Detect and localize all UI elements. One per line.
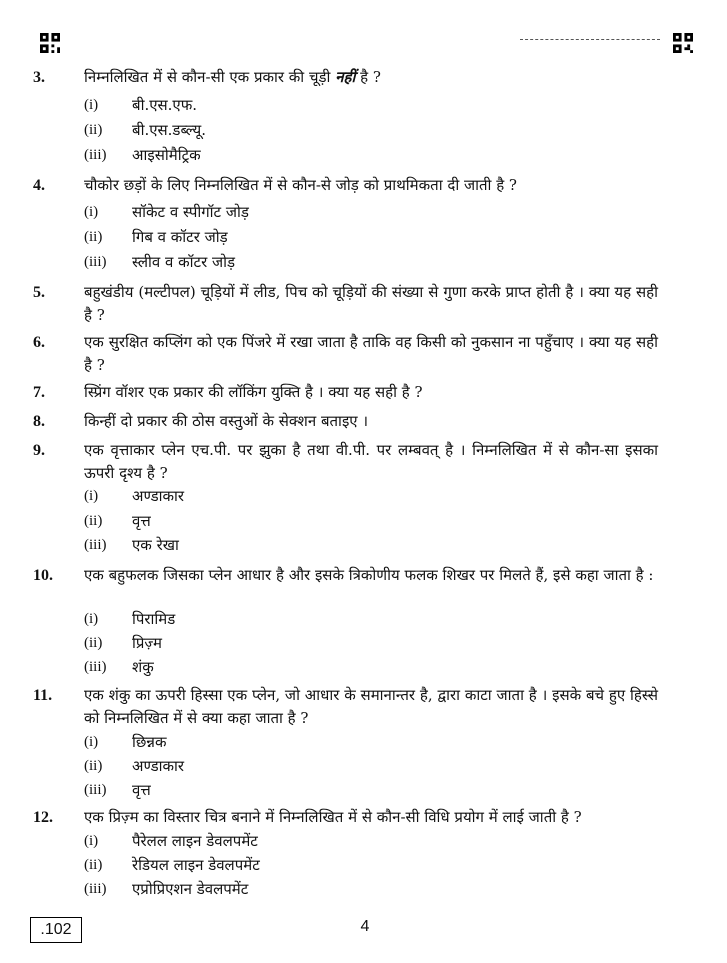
question-number: 5. — [33, 284, 45, 301]
question-number: 3. — [33, 69, 45, 86]
question-number: 12. — [33, 809, 53, 826]
question-text: चौकोर छड़ों के लिए निम्नलिखित में से कौन-से जोड़ को प्राथमिकता दी जाती है ? — [84, 176, 517, 194]
emphasis-text: नहीं — [335, 68, 356, 86]
question-number: 8. — [33, 413, 45, 430]
question-text: एक बहुफलक जिसका प्लेन आधार है और इसके त्रिकोणीय फलक शिखर पर मिलते हैं, इसे कहा जाता है : — [84, 566, 654, 584]
qr-code-icon — [40, 33, 60, 53]
question-text: एक वृत्ताकार प्लेन एच.पी. पर झुका है तथा वी.पी. पर लम्बवत् है । निम्नलिखित में से कौन-सा इसका ऊपरी दृश्य है ? — [84, 441, 658, 482]
question-number: 11. — [33, 687, 53, 704]
question-text: एक सुरक्षित कप्लिंग को एक पिंजरे में रखा जाता है ताकि वह किसी को नुकसान ना पहुँचाए । क्या यह सही है ? — [84, 333, 658, 374]
question-number: 9. — [33, 442, 45, 459]
question-text: एक शंकु का ऊपरी हिस्सा एक प्लेन, जो आधार के समानान्तर है, द्वारा काटा जाता है । इसके बचे हुए हिस्से को निम्नलिखित में से क्या कहा जाता है ? — [84, 686, 658, 727]
question-text: निम्नलिखित में से कौन-सी एक प्रकार की चूड़ी नहीं है ? — [84, 68, 381, 86]
question-text: स्प्रिंग वॉशर एक प्रकार की लॉकिंग युक्ति है । क्या यह सही है ? — [84, 383, 423, 401]
paper-code: .102 — [30, 917, 82, 943]
header-dashed-line — [520, 39, 660, 40]
qr-code-icon — [673, 33, 693, 53]
question-number: 6. — [33, 334, 45, 351]
question-number: 10. — [33, 567, 53, 584]
question-number: 4. — [33, 177, 45, 194]
question-number: 7. — [33, 384, 45, 401]
question-text: बहुखंडीय (मल्टीपल) चूड़ियों में लीड, पिच को चूड़ियों की संख्या से गुणा करके प्राप्त होती है । क्या यह सही है ? — [84, 283, 658, 324]
question-text: एक प्रिज़्म का विस्तार चित्र बनाने में निम्नलिखित में से कौन-सी विधि प्रयोग में लाई जाती है ? — [84, 808, 582, 826]
question-text: किन्हीं दो प्रकार की ठोस वस्तुओं के सेक्शन बताइए । — [84, 412, 369, 430]
page-number: 4 — [360, 918, 370, 935]
